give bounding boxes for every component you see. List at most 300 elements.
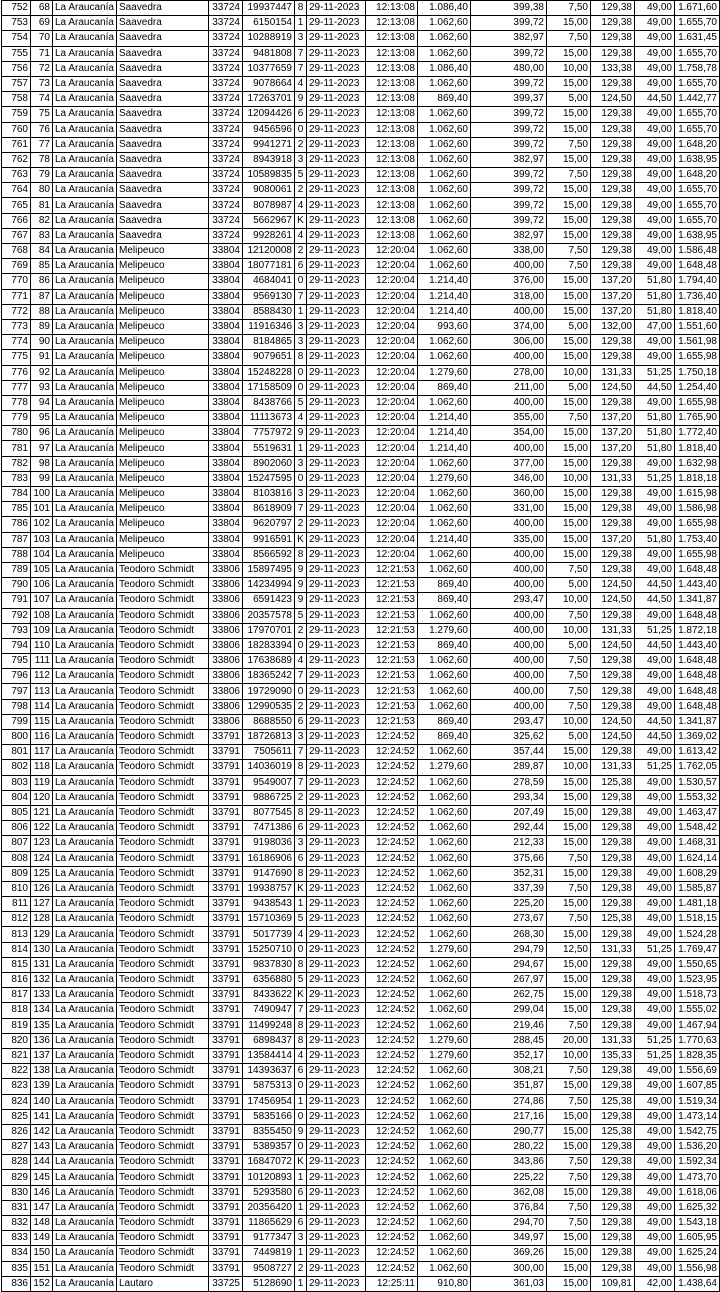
cell-date: 29-11-2023: [307, 714, 366, 729]
cell-check-digit: K: [295, 532, 307, 547]
cell-amount-a: 869,40: [418, 92, 471, 107]
cell-rut: 8943918: [243, 152, 295, 167]
cell-amount-a: 1.062,60: [418, 1124, 471, 1139]
cell-amount-c: 7,50: [547, 31, 591, 46]
cell-row-number: 819: [2, 1018, 31, 1033]
cell-amount-a: 1.279,60: [418, 1048, 471, 1063]
cell-index: 120: [31, 790, 53, 805]
cell-amount-a: 1.062,60: [418, 745, 471, 760]
table-row: [2, 1124, 720, 1139]
cell-amount-b: 374,00: [471, 319, 547, 334]
cell-time: 12:20:04: [366, 441, 418, 456]
cell-date: 29-11-2023: [307, 957, 366, 972]
cell-time: 12:20:04: [366, 502, 418, 517]
cell-region: La Araucanía: [53, 547, 117, 562]
cell-amount-e: 49,00: [635, 137, 675, 152]
cell-region: La Araucanía: [53, 122, 117, 137]
cell-rut: 9837830: [243, 957, 295, 972]
cell-commune: Saavedra: [117, 228, 209, 243]
cell-date: 29-11-2023: [307, 1094, 366, 1109]
cell-region: La Araucanía: [53, 1003, 117, 1018]
cell-rut: 13584414: [243, 1048, 295, 1063]
cell-amount-d: 129,38: [591, 836, 635, 851]
cell-amount-c: 15,00: [547, 213, 591, 228]
cell-code: 33804: [209, 517, 243, 532]
cell-rut: 9916591: [243, 532, 295, 547]
cell-amount-e: 49,00: [635, 1094, 675, 1109]
cell-amount-e: 44,50: [635, 92, 675, 107]
cell-index: 102: [31, 517, 53, 532]
cell-code: 33804: [209, 502, 243, 517]
cell-rut: 8103816: [243, 487, 295, 502]
table-row: [2, 289, 720, 304]
cell-code: 33806: [209, 699, 243, 714]
table-row: [2, 547, 720, 562]
cell-region: La Araucanía: [53, 1261, 117, 1276]
cell-time: 12:24:52: [366, 760, 418, 775]
cell-check-digit: 2: [295, 137, 307, 152]
cell-commune: Saavedra: [117, 198, 209, 213]
cell-region: La Araucanía: [53, 152, 117, 167]
cell-rut: 7505611: [243, 745, 295, 760]
cell-code: 33804: [209, 304, 243, 319]
cell-amount-b: 290,77: [471, 1124, 547, 1139]
cell-amount-d: 129,38: [591, 456, 635, 471]
cell-total: 1.872,18: [675, 623, 720, 638]
cell-amount-c: 7,50: [547, 669, 591, 684]
cell-amount-d: 129,38: [591, 122, 635, 137]
cell-amount-e: 49,00: [635, 1155, 675, 1170]
cell-row-number: 754: [2, 31, 31, 46]
cell-amount-e: 49,00: [635, 122, 675, 137]
cell-date: 29-11-2023: [307, 137, 366, 152]
cell-check-digit: 5: [295, 973, 307, 988]
cell-code: 33791: [209, 866, 243, 881]
cell-total: 1.556,69: [675, 1064, 720, 1079]
cell-amount-e: 51,25: [635, 942, 675, 957]
cell-total: 1.524,28: [675, 927, 720, 942]
cell-amount-c: 15,00: [547, 821, 591, 836]
cell-amount-c: 15,00: [547, 228, 591, 243]
cell-amount-e: 44,50: [635, 730, 675, 745]
cell-amount-e: 51,25: [635, 1048, 675, 1063]
cell-region: La Araucanía: [53, 380, 117, 395]
cell-rut: 12990535: [243, 699, 295, 714]
cell-amount-c: 15,00: [547, 988, 591, 1003]
cell-total: 1.648,48: [675, 562, 720, 577]
cell-code: 33791: [209, 730, 243, 745]
cell-rut: 20356420: [243, 1200, 295, 1215]
cell-check-digit: 2: [295, 1261, 307, 1276]
cell-date: 29-11-2023: [307, 380, 366, 395]
cell-region: La Araucanía: [53, 942, 117, 957]
cell-commune: Teodoro Schmidt: [117, 1246, 209, 1261]
cell-amount-b: 288,45: [471, 1033, 547, 1048]
cell-amount-d: 129,38: [591, 1185, 635, 1200]
cell-rut: 9438543: [243, 897, 295, 912]
cell-amount-c: 15,00: [547, 76, 591, 91]
cell-time: 12:20:04: [366, 244, 418, 259]
cell-code: 33791: [209, 1124, 243, 1139]
cell-row-number: 800: [2, 730, 31, 745]
cell-commune: Teodoro Schmidt: [117, 1140, 209, 1155]
cell-commune: Melipeuco: [117, 365, 209, 380]
cell-rut: 8588430: [243, 304, 295, 319]
cell-amount-e: 44,50: [635, 380, 675, 395]
cell-rut: 9569130: [243, 289, 295, 304]
cell-commune: Saavedra: [117, 46, 209, 61]
cell-total: 1.613,42: [675, 745, 720, 760]
cell-rut: 18726813: [243, 730, 295, 745]
cell-check-digit: 8: [295, 866, 307, 881]
cell-commune: Saavedra: [117, 137, 209, 152]
cell-region: La Araucanía: [53, 638, 117, 653]
cell-code: 33791: [209, 1048, 243, 1063]
cell-code: 33724: [209, 168, 243, 183]
cell-amount-b: 375,66: [471, 851, 547, 866]
cell-rut: 11113673: [243, 411, 295, 426]
cell-region: La Araucanía: [53, 274, 117, 289]
cell-region: La Araucanía: [53, 1200, 117, 1215]
cell-date: 29-11-2023: [307, 654, 366, 669]
cell-region: La Araucanía: [53, 760, 117, 775]
cell-code: 33806: [209, 638, 243, 653]
cell-row-number: 765: [2, 198, 31, 213]
cell-amount-b: 362,08: [471, 1185, 547, 1200]
cell-amount-e: 49,00: [635, 16, 675, 31]
cell-time: 12:20:04: [366, 487, 418, 502]
cell-amount-d: 131,33: [591, 760, 635, 775]
cell-amount-a: 1.062,60: [418, 973, 471, 988]
cell-row-number: 822: [2, 1064, 31, 1079]
cell-time: 12:13:08: [366, 1, 418, 16]
cell-code: 33806: [209, 593, 243, 608]
cell-region: La Araucanía: [53, 441, 117, 456]
cell-rut: 19729090: [243, 684, 295, 699]
cell-code: 33804: [209, 335, 243, 350]
cell-check-digit: 6: [295, 714, 307, 729]
cell-date: 29-11-2023: [307, 623, 366, 638]
cell-check-digit: 7: [295, 61, 307, 76]
cell-row-number: 799: [2, 714, 31, 729]
cell-region: La Araucanía: [53, 1124, 117, 1139]
cell-amount-c: 7,50: [547, 1, 591, 16]
cell-amount-d: 129,38: [591, 137, 635, 152]
cell-time: 12:20:04: [366, 259, 418, 274]
cell-row-number: 766: [2, 213, 31, 228]
table-row: [2, 988, 720, 1003]
cell-index: 69: [31, 16, 53, 31]
cell-region: La Araucanía: [53, 562, 117, 577]
cell-amount-b: 382,97: [471, 228, 547, 243]
cell-total: 1.551,60: [675, 319, 720, 334]
cell-amount-a: 1.062,60: [418, 1018, 471, 1033]
cell-amount-e: 49,00: [635, 775, 675, 790]
cell-amount-b: 217,16: [471, 1109, 547, 1124]
cell-amount-d: 137,20: [591, 304, 635, 319]
cell-amount-d: 125,38: [591, 912, 635, 927]
cell-rut: 9481808: [243, 46, 295, 61]
cell-amount-d: 124,50: [591, 730, 635, 745]
cell-amount-b: 400,00: [471, 669, 547, 684]
cell-amount-a: 1.214,40: [418, 441, 471, 456]
cell-amount-e: 49,00: [635, 107, 675, 122]
cell-check-digit: 4: [295, 411, 307, 426]
cell-amount-e: 49,00: [635, 654, 675, 669]
cell-row-number: 810: [2, 881, 31, 896]
cell-commune: Melipeuco: [117, 441, 209, 456]
cell-rut: 14234994: [243, 578, 295, 593]
cell-commune: Melipeuco: [117, 319, 209, 334]
cell-total: 1.523,95: [675, 973, 720, 988]
cell-amount-c: 15,00: [547, 1003, 591, 1018]
table-row: [2, 654, 720, 669]
cell-row-number: 786: [2, 517, 31, 532]
cell-amount-c: 15,00: [547, 897, 591, 912]
cell-amount-a: 1.062,60: [418, 1246, 471, 1261]
cell-check-digit: 0: [295, 1140, 307, 1155]
cell-amount-d: 137,20: [591, 411, 635, 426]
cell-check-digit: 1: [295, 16, 307, 31]
cell-amount-a: 1.062,60: [418, 198, 471, 213]
cell-time: 12:21:53: [366, 714, 418, 729]
cell-row-number: 796: [2, 669, 31, 684]
cell-amount-a: 1.062,60: [418, 866, 471, 881]
cell-row-number: 792: [2, 608, 31, 623]
cell-check-digit: K: [295, 881, 307, 896]
cell-date: 29-11-2023: [307, 775, 366, 790]
cell-amount-e: 49,00: [635, 1124, 675, 1139]
cell-amount-b: 211,00: [471, 380, 547, 395]
cell-row-number: 790: [2, 578, 31, 593]
cell-row-number: 752: [2, 1, 31, 16]
cell-region: La Araucanía: [53, 213, 117, 228]
cell-amount-a: 1.062,60: [418, 1094, 471, 1109]
cell-rut: 5519631: [243, 441, 295, 456]
cell-date: 29-11-2023: [307, 1261, 366, 1276]
cell-commune: Melipeuco: [117, 395, 209, 410]
cell-amount-c: 15,00: [547, 1185, 591, 1200]
cell-amount-a: 1.279,60: [418, 942, 471, 957]
cell-amount-e: 51,25: [635, 760, 675, 775]
table-row: [2, 1155, 720, 1170]
cell-amount-a: 1.062,60: [418, 487, 471, 502]
cell-check-digit: 7: [295, 775, 307, 790]
cell-time: 12:24:52: [366, 1079, 418, 1094]
cell-amount-b: 212,33: [471, 836, 547, 851]
cell-commune: Saavedra: [117, 61, 209, 76]
cell-index: 98: [31, 456, 53, 471]
cell-index: 112: [31, 669, 53, 684]
cell-rut: 7471386: [243, 821, 295, 836]
cell-amount-d: 129,38: [591, 547, 635, 562]
cell-total: 1.341,87: [675, 714, 720, 729]
cell-amount-c: 10,00: [547, 593, 591, 608]
cell-time: 12:24:52: [366, 821, 418, 836]
cell-amount-a: 1.062,60: [418, 122, 471, 137]
cell-amount-b: 400,00: [471, 623, 547, 638]
cell-amount-b: 352,17: [471, 1048, 547, 1063]
cell-amount-e: 49,00: [635, 1231, 675, 1246]
cell-index: 84: [31, 244, 53, 259]
cell-date: 29-11-2023: [307, 213, 366, 228]
cell-row-number: 781: [2, 441, 31, 456]
cell-region: La Araucanía: [53, 851, 117, 866]
table-row: [2, 836, 720, 851]
table-row: [2, 16, 720, 31]
table-row: [2, 411, 720, 426]
cell-commune: Teodoro Schmidt: [117, 866, 209, 881]
cell-amount-c: 10,00: [547, 471, 591, 486]
cell-index: 117: [31, 745, 53, 760]
cell-amount-a: 1.214,40: [418, 411, 471, 426]
cell-commune: Teodoro Schmidt: [117, 1048, 209, 1063]
cell-amount-c: 15,00: [547, 532, 591, 547]
table-row: [2, 426, 720, 441]
cell-amount-d: 129,38: [591, 897, 635, 912]
cell-region: La Araucanía: [53, 973, 117, 988]
cell-row-number: 761: [2, 137, 31, 152]
cell-amount-a: 1.062,60: [418, 152, 471, 167]
cell-rut: 9549007: [243, 775, 295, 790]
cell-amount-c: 15,00: [547, 745, 591, 760]
cell-amount-d: 131,33: [591, 365, 635, 380]
cell-row-number: 769: [2, 259, 31, 274]
cell-commune: Teodoro Schmidt: [117, 836, 209, 851]
cell-check-digit: 6: [295, 1185, 307, 1200]
cell-amount-e: 49,00: [635, 335, 675, 350]
cell-amount-e: 49,00: [635, 487, 675, 502]
cell-total: 1.625,32: [675, 1200, 720, 1215]
cell-check-digit: 3: [295, 487, 307, 502]
cell-rut: 5875313: [243, 1079, 295, 1094]
table-row: [2, 304, 720, 319]
cell-amount-a: 1.279,60: [418, 471, 471, 486]
cell-time: 12:24:52: [366, 1155, 418, 1170]
cell-amount-b: 399,72: [471, 213, 547, 228]
cell-commune: Melipeuco: [117, 471, 209, 486]
cell-check-digit: 4: [295, 654, 307, 669]
cell-date: 29-11-2023: [307, 411, 366, 426]
cell-amount-e: 49,00: [635, 152, 675, 167]
cell-amount-a: 1.062,60: [418, 562, 471, 577]
table-row: [2, 532, 720, 547]
cell-row-number: 811: [2, 897, 31, 912]
cell-total: 1.341,87: [675, 593, 720, 608]
cell-rut: 5017739: [243, 927, 295, 942]
cell-total: 1.655,98: [675, 350, 720, 365]
cell-amount-e: 49,00: [635, 244, 675, 259]
cell-amount-c: 15,00: [547, 46, 591, 61]
cell-code: 33724: [209, 152, 243, 167]
cell-region: La Araucanía: [53, 745, 117, 760]
cell-row-number: 821: [2, 1048, 31, 1063]
cell-amount-e: 49,00: [635, 912, 675, 927]
cell-amount-a: 1.279,60: [418, 1033, 471, 1048]
cell-region: La Araucanía: [53, 92, 117, 107]
table-row: [2, 168, 720, 183]
cell-amount-a: 1.062,60: [418, 76, 471, 91]
cell-amount-a: 1.062,60: [418, 1216, 471, 1231]
cell-date: 29-11-2023: [307, 183, 366, 198]
cell-row-number: 775: [2, 350, 31, 365]
cell-commune: Saavedra: [117, 92, 209, 107]
cell-check-digit: 1: [295, 441, 307, 456]
cell-check-digit: 7: [295, 669, 307, 684]
cell-check-digit: 0: [295, 122, 307, 137]
cell-region: La Araucanía: [53, 730, 117, 745]
cell-date: 29-11-2023: [307, 1140, 366, 1155]
cell-region: La Araucanía: [53, 228, 117, 243]
cell-amount-d: 129,38: [591, 866, 635, 881]
cell-rut: 15710369: [243, 912, 295, 927]
cell-amount-e: 49,00: [635, 562, 675, 577]
cell-total: 1.518,73: [675, 988, 720, 1003]
table-row: [2, 1200, 720, 1215]
cell-total: 1.648,20: [675, 137, 720, 152]
cell-time: 12:24:52: [366, 745, 418, 760]
cell-code: 33804: [209, 350, 243, 365]
table-row: [2, 745, 720, 760]
cell-amount-c: 15,00: [547, 805, 591, 820]
cell-amount-e: 49,00: [635, 1261, 675, 1276]
cell-amount-a: 1.214,40: [418, 532, 471, 547]
table-row: [2, 578, 720, 593]
cell-total: 1.530,57: [675, 775, 720, 790]
cell-commune: Teodoro Schmidt: [117, 760, 209, 775]
cell-amount-b: 292,44: [471, 821, 547, 836]
cell-row-number: 778: [2, 395, 31, 410]
cell-total: 1.438,64: [675, 1276, 720, 1291]
cell-total: 1.655,70: [675, 16, 720, 31]
cell-amount-d: 125,38: [591, 775, 635, 790]
cell-date: 29-11-2023: [307, 107, 366, 122]
table-body: [2, 1, 720, 1292]
cell-commune: Teodoro Schmidt: [117, 578, 209, 593]
cell-amount-c: 7,50: [547, 851, 591, 866]
cell-date: 29-11-2023: [307, 16, 366, 31]
table-row: [2, 335, 720, 350]
cell-rut: 11865629: [243, 1216, 295, 1231]
table-row: [2, 1276, 720, 1291]
cell-total: 1.736,40: [675, 289, 720, 304]
table-row: [2, 1003, 720, 1018]
table-row: [2, 1261, 720, 1276]
cell-amount-c: 15,00: [547, 426, 591, 441]
cell-rut: 7757972: [243, 426, 295, 441]
cell-amount-b: 400,00: [471, 578, 547, 593]
cell-code: 33724: [209, 183, 243, 198]
cell-date: 29-11-2023: [307, 912, 366, 927]
cell-amount-b: 219,46: [471, 1018, 547, 1033]
table-row: [2, 350, 720, 365]
cell-amount-b: 399,37: [471, 92, 547, 107]
cell-region: La Araucanía: [53, 16, 117, 31]
cell-amount-d: 129,38: [591, 502, 635, 517]
cell-index: 121: [31, 805, 53, 820]
cell-check-digit: 5: [295, 912, 307, 927]
cell-amount-c: 15,00: [547, 1261, 591, 1276]
cell-row-number: 823: [2, 1079, 31, 1094]
cell-rut: 18077181: [243, 259, 295, 274]
cell-amount-b: 399,38: [471, 1, 547, 16]
cell-region: La Araucanía: [53, 790, 117, 805]
cell-commune: Melipeuco: [117, 244, 209, 259]
table-row: [2, 228, 720, 243]
cell-code: 33791: [209, 1216, 243, 1231]
cell-commune: Saavedra: [117, 122, 209, 137]
table-row: [2, 92, 720, 107]
